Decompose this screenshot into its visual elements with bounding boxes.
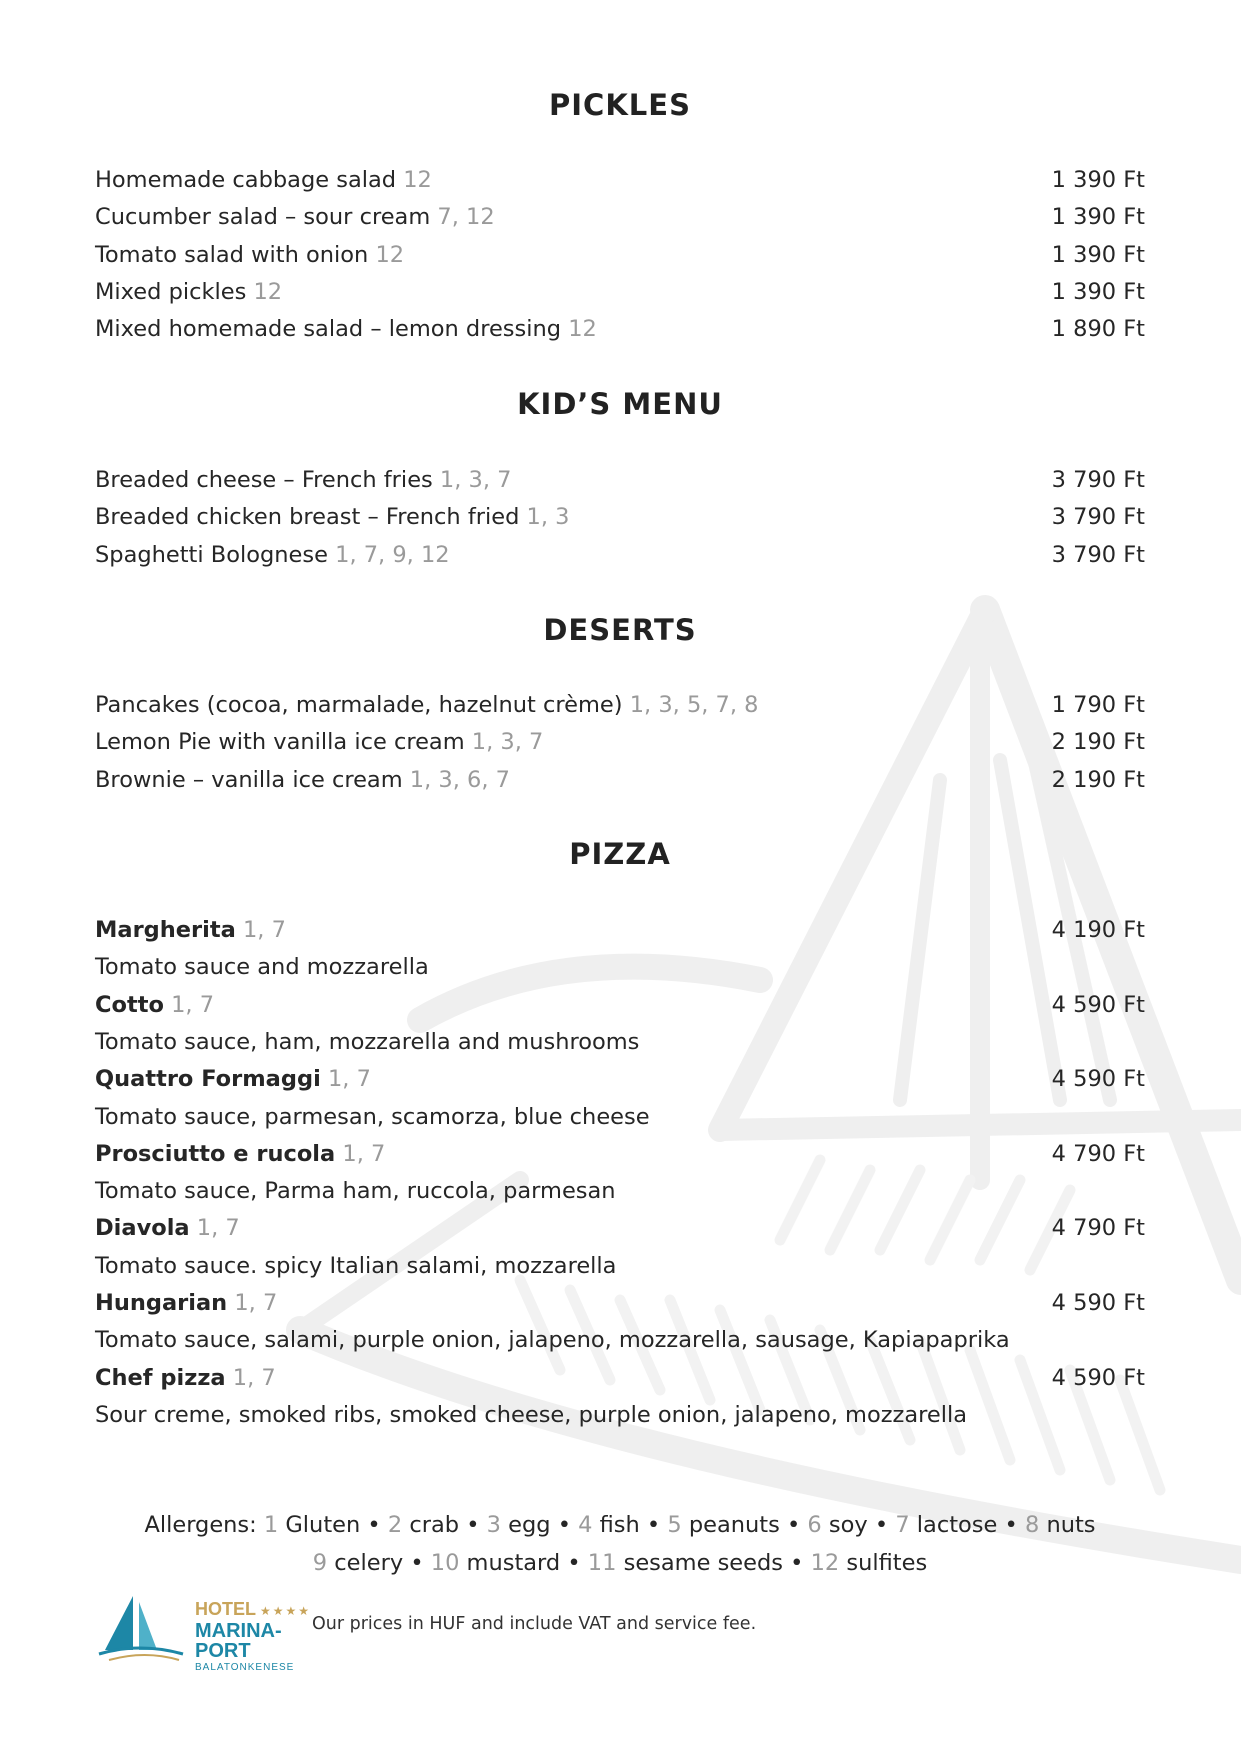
allergen-number: 10 <box>430 1550 460 1576</box>
logo-hotel-name: MARINA-PORT <box>195 1620 282 1662</box>
allergen-name: nuts <box>1046 1512 1096 1538</box>
section-title-pizza: PIZZA <box>569 837 671 871</box>
menu-item <box>95 537 1145 574</box>
logo-stars: ★★★★ <box>260 1604 312 1618</box>
menu-item-price: 4 590 Ft <box>1051 1066 1145 1093</box>
allergen-number: 6 <box>807 1512 822 1538</box>
allergen-name: mustard <box>466 1550 561 1576</box>
bullet-separator: • <box>367 1512 381 1538</box>
menu-item-name: Mixed homemade salad – lemon dressing <box>95 316 562 343</box>
menu-item-allergens: 12 <box>568 316 597 343</box>
allergens-legend-line1 <box>95 1506 1145 1544</box>
bullet-separator: • <box>646 1512 661 1538</box>
bullet-separator: • <box>874 1512 889 1538</box>
menu-item-price: 1 390 Ft <box>1051 278 1145 305</box>
allergen-number: 11 <box>587 1550 617 1576</box>
menu-item <box>95 499 1145 536</box>
logo-location: BALATONKENESE <box>195 1662 295 1673</box>
sail-logo-icon <box>95 1592 185 1662</box>
menu-item-price: 2 190 Ft <box>1051 729 1145 756</box>
menu-item-description: Tomato sauce, parmesan, scamorza, blue cheese <box>95 1103 650 1130</box>
menu-item <box>95 724 1145 761</box>
menu-item-label <box>95 762 510 799</box>
menu-item <box>95 1136 1145 1173</box>
bullet-separator: • <box>410 1550 424 1576</box>
menu-item-description: Tomato sauce, ham, mozzarella and mushrooms <box>95 1028 640 1055</box>
allergen-name: peanuts <box>688 1512 780 1538</box>
menu-item <box>95 311 1145 348</box>
menu-item-allergens: 1, 7, 9, 12 <box>335 541 450 568</box>
menu-item-price: 2 190 Ft <box>1051 766 1145 793</box>
menu-item-name: Diavola <box>95 1215 190 1242</box>
menu-item-price: 4 590 Ft <box>1051 991 1145 1018</box>
menu-item-name: Tomato salad with onion <box>95 241 369 268</box>
menu-item-description: Tomato sauce, salami, purple onion, jalapeno, mozzarella, sausage, Kapiapaprika <box>95 1327 1010 1354</box>
menu-item-name: Homemade cabbage salad <box>95 167 397 193</box>
menu-item-label <box>95 537 450 574</box>
allergen-number: 3 <box>486 1512 501 1538</box>
menu-item-label <box>95 1061 371 1098</box>
menu-item-price: 1 890 Ft <box>1051 316 1145 343</box>
allergen-name: crab <box>409 1512 460 1538</box>
bullet-separator: • <box>466 1512 480 1538</box>
allergen-name: egg <box>508 1512 551 1538</box>
menu-item-label <box>95 724 543 761</box>
allergen-name: celery <box>334 1550 404 1576</box>
menu-item <box>95 687 1145 724</box>
menu-item-price: 3 790 Ft <box>1051 541 1145 568</box>
menu-item-allergens: 1, 7 <box>171 991 215 1018</box>
menu-item-name: Breaded chicken breast – French fried <box>95 504 520 531</box>
menu-item-label <box>95 162 432 199</box>
menu-item-price: 1 790 Ft <box>1051 692 1145 718</box>
menu-item-price: 3 790 Ft <box>1051 504 1145 531</box>
menu-item-label <box>95 912 286 949</box>
menu-item-allergens: 1, 3 <box>526 504 570 531</box>
menu-item-description: Tomato sauce, Parma ham, ruccola, parmesan <box>95 1178 616 1205</box>
menu-item <box>95 912 1145 949</box>
hotel-logo <box>95 1592 335 1673</box>
menu-item-label <box>95 987 214 1024</box>
section-title-kids-menu: KID’S MENU <box>517 387 723 421</box>
menu-item <box>95 1210 1145 1247</box>
menu-item-label <box>95 199 495 236</box>
menu-item-name: Breaded cheese – French fries <box>95 467 433 493</box>
allergen-number: 8 <box>1024 1512 1040 1538</box>
menu-item <box>95 237 1145 274</box>
menu-item-label <box>95 1210 240 1247</box>
menu-item-description: Tomato sauce. spicy Italian salami, mozzarella <box>95 1252 617 1279</box>
menu-item-price: 1 390 Ft <box>1051 204 1145 231</box>
menu-item-allergens: 1, 7 <box>242 917 286 943</box>
menu-item-allergens: 1, 7 <box>327 1066 371 1093</box>
menu-item-name: Quattro Formaggi <box>95 1066 321 1093</box>
menu-item-allergens: 1, 7 <box>196 1215 240 1242</box>
menu-item-label <box>95 462 511 499</box>
allergen-name: sulfites <box>846 1550 928 1576</box>
menu-item <box>95 199 1145 236</box>
menu-item <box>95 1360 1145 1397</box>
menu-item <box>95 987 1145 1024</box>
menu-item-allergens: 1, 3, 5, 7, 8 <box>629 692 759 718</box>
bullet-separator: • <box>557 1512 571 1538</box>
menu-item-name: Pancakes (cocoa, marmalade, hazelnut crème) <box>95 692 623 718</box>
menu-item-name: Hungarian <box>95 1290 228 1316</box>
allergen-number: 2 <box>387 1512 403 1538</box>
menu-item-name: Cotto <box>95 991 164 1018</box>
menu-item-allergens: 1, 7 <box>232 1364 276 1391</box>
menu-item-name: Prosciutto e rucola <box>95 1140 336 1167</box>
menu-item-allergens: 7, 12 <box>437 204 495 231</box>
allergen-name: Gluten <box>285 1512 361 1538</box>
menu-item-allergens: 1, 3, 7 <box>471 729 544 756</box>
menu-item-price: 1 390 Ft <box>1051 241 1145 268</box>
menu-item-allergens: 1, 7 <box>342 1140 386 1167</box>
menu-item-name: Brownie – vanilla ice cream <box>95 766 403 793</box>
section-title-deserts: DESERTS <box>543 613 697 647</box>
menu-item <box>95 1285 1145 1322</box>
menu-item-name: Cucumber salad – sour cream <box>95 204 431 231</box>
bullet-separator: • <box>1004 1512 1018 1538</box>
menu-item-name: Mixed pickles <box>95 278 247 305</box>
menu-item-label <box>95 1360 276 1397</box>
menu-item-allergens: 12 <box>403 167 432 193</box>
menu-item-description: Sour creme, smoked ribs, smoked cheese, purple onion, jalapeno, mozzarella <box>95 1401 968 1428</box>
allergen-number: 12 <box>810 1550 840 1576</box>
allergen-name: soy <box>828 1512 868 1538</box>
menu-item-price: 3 790 Ft <box>1051 467 1145 493</box>
menu-item-description: Tomato sauce and mozzarella <box>95 954 429 981</box>
menu-item-name: Margherita <box>95 917 236 943</box>
menu-item-label <box>95 274 282 311</box>
menu-item-price: 4 790 Ft <box>1051 1215 1145 1242</box>
allergen-name: fish <box>599 1512 640 1538</box>
menu-item-label <box>95 237 404 274</box>
menu-item <box>95 462 1145 499</box>
menu-item-label <box>95 311 597 348</box>
menu-item-label <box>95 1285 277 1322</box>
menu-item-price: 4 190 Ft <box>1051 917 1145 943</box>
allergen-number: 7 <box>895 1512 910 1538</box>
menu-item-price: 4 590 Ft <box>1051 1290 1145 1316</box>
section-title-pickles: PICKLES <box>549 88 691 122</box>
allergens-legend-line2 <box>95 1544 1145 1582</box>
menu-item-label <box>95 499 569 536</box>
menu-item <box>95 1061 1145 1098</box>
allergen-name: lactose <box>916 1512 998 1538</box>
menu-item-label <box>95 1136 385 1173</box>
allergen-name: sesame seeds <box>623 1550 783 1576</box>
allergen-number: 9 <box>312 1550 328 1576</box>
bullet-separator: • <box>790 1550 804 1576</box>
menu-item-name: Spaghetti Bolognese <box>95 541 328 568</box>
menu-item-allergens: 1, 7 <box>234 1290 278 1316</box>
menu-item-allergens: 12 <box>253 278 283 305</box>
menu-item-allergens: 12 <box>375 241 405 268</box>
logo-hotel-text: HOTEL <box>195 1599 256 1619</box>
menu-item <box>95 274 1145 311</box>
menu-item-price: 4 590 Ft <box>1051 1364 1145 1391</box>
price-note: Our prices in HUF and include VAT and service fee. <box>312 1614 757 1634</box>
menu-item-price: 1 390 Ft <box>1051 167 1145 193</box>
allergens-label: Allergens: <box>144 1512 257 1538</box>
menu-item-price: 4 790 Ft <box>1051 1140 1145 1167</box>
menu-item-allergens: 1, 3, 6, 7 <box>409 766 510 793</box>
menu-item <box>95 762 1145 799</box>
allergen-number: 1 <box>263 1512 279 1538</box>
menu-item-label <box>95 687 759 724</box>
menu-item-name: Chef pizza <box>95 1364 226 1391</box>
menu-item-name: Lemon Pie with vanilla ice cream <box>95 729 465 756</box>
menu-item <box>95 162 1145 199</box>
allergen-number: 5 <box>667 1512 682 1538</box>
bullet-separator: • <box>567 1550 581 1576</box>
allergen-number: 4 <box>578 1512 593 1538</box>
menu-item-allergens: 1, 3, 7 <box>439 467 512 493</box>
bullet-separator: • <box>786 1512 801 1538</box>
